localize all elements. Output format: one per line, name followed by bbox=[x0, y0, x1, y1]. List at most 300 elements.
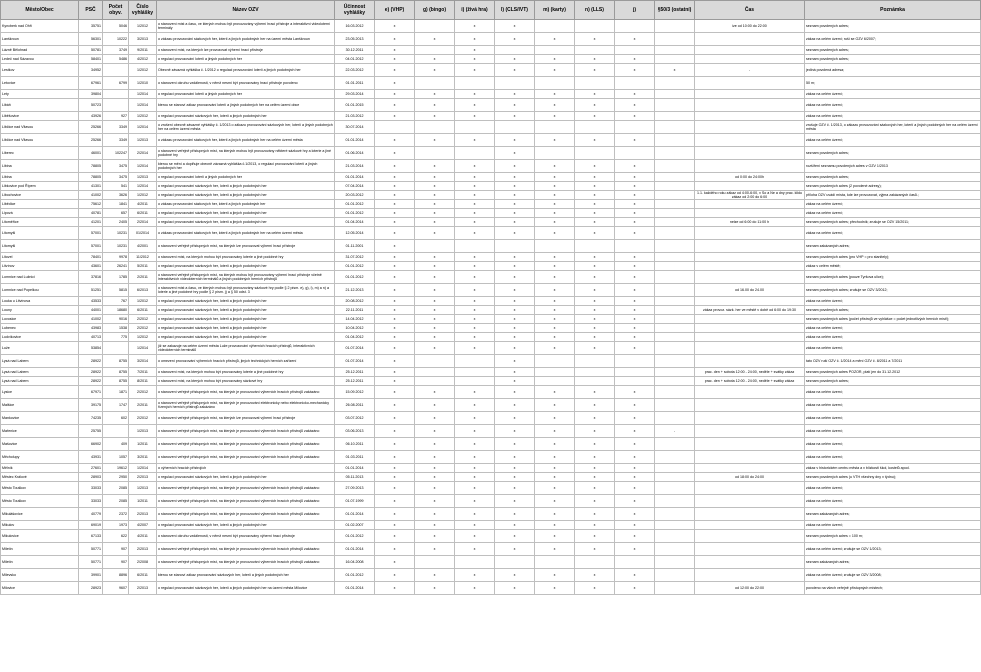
table-cell: nelze od 6:00 do 11:00 h bbox=[695, 218, 805, 227]
table-cell: seznam povolených adres; bbox=[805, 20, 981, 33]
table-cell bbox=[695, 333, 805, 342]
table-cell: x bbox=[455, 191, 495, 200]
table-cell: x bbox=[575, 262, 615, 271]
table-cell bbox=[655, 355, 695, 368]
table-row bbox=[1, 521, 981, 530]
table-cell: x bbox=[575, 160, 615, 173]
table-cell: x bbox=[415, 90, 455, 99]
table-cell bbox=[655, 530, 695, 543]
table-cell: 1871 bbox=[103, 386, 129, 399]
column-header: m) (karty) bbox=[535, 1, 575, 20]
table-cell: x bbox=[375, 147, 415, 160]
table-cell: x bbox=[415, 227, 455, 240]
table-cell: x bbox=[495, 90, 535, 99]
table-cell: x bbox=[495, 425, 535, 438]
table-cell: x bbox=[455, 182, 495, 191]
table-cell: x bbox=[615, 569, 655, 582]
table-cell: x bbox=[495, 99, 535, 112]
table-cell bbox=[695, 425, 805, 438]
table-cell: 25266 bbox=[79, 134, 103, 147]
table-cell: x bbox=[415, 55, 455, 64]
table-cell bbox=[655, 191, 695, 200]
table-cell: x bbox=[575, 191, 615, 200]
table-cell: 622 bbox=[103, 530, 129, 543]
table-cell: x bbox=[375, 543, 415, 556]
table-cell: 39804 bbox=[79, 90, 103, 99]
table-cell: x bbox=[535, 464, 575, 473]
column-header: e) (VHP) bbox=[375, 1, 415, 20]
table-cell: x bbox=[615, 64, 655, 77]
table-cell: 541 bbox=[103, 182, 129, 191]
table-cell: 1/2014 bbox=[129, 464, 157, 473]
table-cell: x bbox=[495, 218, 535, 227]
table-cell: o regulaci provozování sázkových her, loterií a jiných podobných her bbox=[157, 333, 335, 342]
table-cell: 2/2014 bbox=[129, 147, 157, 160]
table-cell: Louka u Litvínova bbox=[1, 297, 79, 306]
table-cell: 1057 bbox=[103, 451, 129, 464]
table-cell: 2/2014 bbox=[129, 218, 157, 227]
table-cell: x bbox=[375, 134, 415, 147]
table-cell: x bbox=[615, 495, 655, 508]
table-cell bbox=[535, 147, 575, 160]
table-cell: x bbox=[535, 473, 575, 482]
table-cell: 1/2014 bbox=[129, 182, 157, 191]
table-cell bbox=[655, 386, 695, 399]
table-cell: 1973 bbox=[103, 521, 129, 530]
table-cell: x bbox=[375, 425, 415, 438]
table-row bbox=[1, 333, 981, 342]
table-cell: 50771 bbox=[79, 556, 103, 569]
table-cell bbox=[495, 46, 535, 55]
table-cell: x bbox=[535, 90, 575, 99]
table-cell: Městec Králové bbox=[1, 473, 79, 482]
column-header: i) (živá hra) bbox=[455, 1, 495, 20]
table-cell bbox=[575, 121, 615, 134]
table-cell bbox=[655, 495, 695, 508]
table-cell: 43601 bbox=[79, 262, 103, 271]
table-cell bbox=[695, 90, 805, 99]
table-cell: x bbox=[495, 582, 535, 595]
table-row bbox=[1, 297, 981, 306]
table-cell: 01.01.2012 bbox=[335, 530, 375, 543]
table-cell: 01.07.2014 bbox=[335, 355, 375, 368]
table-cell: Lovosice bbox=[1, 315, 79, 324]
table-cell: x bbox=[535, 399, 575, 412]
table-cell bbox=[695, 240, 805, 253]
table-cell bbox=[655, 160, 695, 173]
table-cell: o zákazu provozování sázkových her, loterií a jiných podobných her na celém území města bbox=[157, 134, 335, 147]
table-cell bbox=[695, 342, 805, 355]
table-cell: x bbox=[575, 182, 615, 191]
table-cell: Ludvíkovice bbox=[1, 333, 79, 342]
table-cell: x bbox=[535, 543, 575, 556]
table-cell: od 16.00 do 24.00 bbox=[695, 284, 805, 297]
table-cell: x bbox=[575, 438, 615, 451]
table-cell: 58401 bbox=[79, 55, 103, 64]
table-cell: x bbox=[495, 209, 535, 218]
table-cell: x bbox=[495, 284, 535, 297]
table-cell: x bbox=[575, 200, 615, 209]
table-row bbox=[1, 543, 981, 556]
table-cell: Liberec bbox=[1, 147, 79, 160]
table-cell bbox=[655, 508, 695, 521]
table-cell: x bbox=[615, 438, 655, 451]
table-cell: 6799 bbox=[103, 77, 129, 90]
table-cell: 33033 bbox=[79, 482, 103, 495]
table-cell: x bbox=[415, 64, 455, 77]
table-row bbox=[1, 262, 981, 271]
table-cell: 19612 bbox=[103, 464, 129, 473]
table-cell bbox=[695, 134, 805, 147]
table-cell: seznam povolených adres; bbox=[805, 55, 981, 64]
table-cell: Miletín bbox=[1, 556, 79, 569]
table-cell: o regulaci provozování sázkových her, loterií a jiných podobných her na území města Milovice bbox=[157, 582, 335, 595]
table-cell: zákaz na celém území; bbox=[805, 399, 981, 412]
table-cell: zákaz v celém městě; bbox=[805, 262, 981, 271]
table-cell bbox=[655, 20, 695, 33]
table-cell: x bbox=[415, 284, 455, 297]
table-cell bbox=[655, 112, 695, 121]
table-cell: x bbox=[415, 262, 455, 271]
table-cell: o omezení provozování výherních hracích přístrojů, jiných technických herních zařízení bbox=[157, 355, 335, 368]
table-cell: seznam zakázaných adres; bbox=[805, 508, 981, 521]
table-cell: x bbox=[535, 99, 575, 112]
table-cell: x bbox=[375, 240, 415, 253]
table-cell: 40781 bbox=[79, 209, 103, 218]
table-row bbox=[1, 46, 981, 55]
table-cell: x bbox=[375, 55, 415, 64]
table-cell: Libědice bbox=[1, 200, 79, 209]
table-cell bbox=[575, 240, 615, 253]
table-cell: 3/2013 bbox=[129, 33, 157, 46]
table-cell: x bbox=[375, 386, 415, 399]
table-row bbox=[1, 451, 981, 464]
table-cell: zákaz na celém území; bbox=[805, 438, 981, 451]
table-cell: x bbox=[495, 33, 535, 46]
table-cell: 8755 bbox=[103, 377, 129, 386]
table-cell bbox=[695, 147, 805, 160]
table-cell bbox=[415, 240, 455, 253]
table-cell: x bbox=[535, 530, 575, 543]
table-cell: 3349 bbox=[103, 134, 129, 147]
table-cell: zákaz na celém území; bbox=[805, 99, 981, 112]
table-row bbox=[1, 530, 981, 543]
table-cell: seznam povolených adres; bbox=[805, 306, 981, 315]
table-cell: Libochovice bbox=[1, 191, 79, 200]
table-cell bbox=[695, 121, 805, 134]
table-cell: x bbox=[615, 227, 655, 240]
table-cell: 01.01.2014 bbox=[335, 173, 375, 182]
table-cell: x bbox=[495, 451, 535, 464]
table-cell: 6/2011 bbox=[129, 306, 157, 315]
table-cell: o stanovení okruhu vzdálenosti, v němž nesmí být provozovány výherní hrací přístroje bbox=[157, 530, 335, 543]
table-cell bbox=[655, 218, 695, 227]
table-cell: x bbox=[415, 209, 455, 218]
table-cell: x bbox=[455, 99, 495, 112]
table-cell: 8/2011 bbox=[129, 377, 157, 386]
table-cell: Litoměřice bbox=[1, 218, 79, 227]
table-cell: Libkovice pod Řípem bbox=[1, 182, 79, 191]
table-cell: x bbox=[415, 253, 455, 262]
table-cell bbox=[695, 521, 805, 530]
table-cell: o regulaci provozování sázkových her, loterií a jiných podobných her bbox=[157, 324, 335, 333]
table-cell: Měcholupy bbox=[1, 451, 79, 464]
table-cell: x bbox=[375, 64, 415, 77]
table-cell: x bbox=[495, 191, 535, 200]
table-cell: x bbox=[455, 200, 495, 209]
column-header: §50/3 (ostatní) bbox=[655, 1, 695, 20]
table-cell bbox=[695, 209, 805, 218]
table-cell: x bbox=[495, 377, 535, 386]
table-cell: x bbox=[375, 482, 415, 495]
table-cell: 1/2014 bbox=[129, 121, 157, 134]
table-cell: x bbox=[455, 297, 495, 306]
table-cell: x bbox=[375, 33, 415, 46]
table-cell: o zrušení obecně závazné vyhlášky č. 1/2013 o zákazu provozování sázkových her, loterií a jiných podobných her na celém území města bbox=[157, 121, 335, 134]
table-cell: x bbox=[615, 386, 655, 399]
table-row bbox=[1, 64, 981, 77]
table-cell: 4/2011 bbox=[129, 200, 157, 209]
table-cell: 10231 bbox=[103, 227, 129, 240]
table-cell: 25755 bbox=[79, 425, 103, 438]
table-cell: o regulaci provozování loterií a jiných podobných her bbox=[157, 55, 335, 64]
table-cell: ize od 10:00 do 22:00 bbox=[695, 20, 805, 33]
table-cell: o regulaci provozování sázkových her, loterií a jiných podobných her bbox=[157, 209, 335, 218]
table-cell bbox=[495, 77, 535, 90]
table-cell: x bbox=[375, 324, 415, 333]
table-cell bbox=[695, 33, 805, 46]
table-cell: 22.03.2012 bbox=[335, 64, 375, 77]
table-cell: o stanovení veřejně přístupných míst, na kterých je provozování výherních hracích přístrojů zakázáno bbox=[157, 386, 335, 399]
column-header: Název OZV bbox=[157, 1, 335, 20]
table-cell bbox=[655, 262, 695, 271]
table-cell: 927 bbox=[103, 112, 129, 121]
table-cell: 69019 bbox=[79, 521, 103, 530]
table-row bbox=[1, 386, 981, 399]
table-cell: x bbox=[375, 333, 415, 342]
table-cell: 4/2007 bbox=[129, 521, 157, 530]
table-cell: x bbox=[535, 482, 575, 495]
table-cell: x bbox=[415, 386, 455, 399]
table-cell: 25266 bbox=[79, 121, 103, 134]
table-row bbox=[1, 324, 981, 333]
table-cell: Libina bbox=[1, 160, 79, 173]
table-cell bbox=[655, 377, 695, 386]
table-cell: x bbox=[455, 227, 495, 240]
table-row bbox=[1, 342, 981, 355]
table-cell: x bbox=[575, 324, 615, 333]
table-cell: kterou se mění a doplňuje obecně závazná vyhláška č.1/2013, o regulaci provozování loterií a jiných podobných her bbox=[157, 160, 335, 173]
table-cell: o regulaci provozování sázkových her, loterií a jiných podobných her bbox=[157, 262, 335, 271]
table-cell: zákaz na celém území; zrušuje se OZV 1/2013; bbox=[805, 543, 981, 556]
table-cell: seznam povolených adres; bbox=[805, 377, 981, 386]
table-cell: x bbox=[535, 218, 575, 227]
table-cell: Letovice bbox=[1, 77, 79, 90]
table-cell: x bbox=[455, 399, 495, 412]
table-cell: jediná povolená adresa; bbox=[805, 64, 981, 77]
table-cell: 1/2012 bbox=[129, 20, 157, 33]
table-cell: x bbox=[575, 33, 615, 46]
table-row bbox=[1, 227, 981, 240]
table-cell: x bbox=[375, 412, 415, 425]
table-cell: 18680 bbox=[103, 306, 129, 315]
table-row bbox=[1, 412, 981, 425]
table-cell: zákaz na celém území; bbox=[805, 342, 981, 355]
table-cell: 30.07.2014 bbox=[335, 121, 375, 134]
table-cell: 21.03.2014 bbox=[335, 160, 375, 173]
table-cell: Lestkov bbox=[1, 64, 79, 77]
table-cell: 67133 bbox=[79, 530, 103, 543]
table-cell: 57001 bbox=[79, 240, 103, 253]
table-cell: x bbox=[375, 495, 415, 508]
table-row bbox=[1, 77, 981, 90]
table-cell: x bbox=[615, 160, 655, 173]
table-cell bbox=[535, 46, 575, 55]
table-cell bbox=[103, 99, 129, 112]
table-cell: 10222 bbox=[103, 33, 129, 46]
table-cell: x bbox=[375, 315, 415, 324]
table-cell: x bbox=[455, 530, 495, 543]
table-cell: 40713 bbox=[79, 333, 103, 342]
table-cell: 43983 bbox=[79, 324, 103, 333]
table-cell: x bbox=[455, 46, 495, 55]
table-row bbox=[1, 464, 981, 473]
table-cell: x bbox=[535, 182, 575, 191]
table-cell: 8755 bbox=[103, 368, 129, 377]
table-cell: x bbox=[495, 495, 535, 508]
table-cell: Lomnice nad Popelkou bbox=[1, 284, 79, 297]
table-cell: Miletín bbox=[1, 543, 79, 556]
table-cell: x bbox=[455, 20, 495, 33]
table-row bbox=[1, 473, 981, 482]
table-cell: 2/2011 bbox=[129, 271, 157, 284]
table-cell: o stanovení míst, na kterých lze provozovat výherní hrací přístroje bbox=[157, 46, 335, 55]
table-cell: x bbox=[615, 464, 655, 473]
table-cell: Louny bbox=[1, 306, 79, 315]
table-cell: x bbox=[415, 297, 455, 306]
table-cell: x bbox=[495, 508, 535, 521]
table-cell: x bbox=[615, 412, 655, 425]
table-cell: 20.03.2012 bbox=[335, 191, 375, 200]
table-cell: zákaz na celém území; bbox=[805, 209, 981, 218]
table-cell: x bbox=[575, 315, 615, 324]
table-cell: Libina bbox=[1, 173, 79, 182]
table-cell: 1747 bbox=[103, 399, 129, 412]
table-cell: x bbox=[375, 473, 415, 482]
table-cell: x bbox=[535, 342, 575, 355]
table-cell bbox=[655, 46, 695, 55]
table-cell: 01.03.2011 bbox=[335, 451, 375, 464]
table-cell: 2/2012 bbox=[129, 386, 157, 399]
table-cell bbox=[655, 473, 695, 482]
table-cell bbox=[575, 46, 615, 55]
table-cell: x bbox=[455, 521, 495, 530]
table-cell bbox=[695, 451, 805, 464]
table-cell: x bbox=[415, 200, 455, 209]
table-cell: o stanovení veřejně přístupných míst, na kterých je provozování výherních hracích přístrojů zakázáno bbox=[157, 495, 335, 508]
table-cell: x bbox=[575, 99, 615, 112]
table-cell: Litvínov bbox=[1, 262, 79, 271]
table-cell: x bbox=[455, 543, 495, 556]
table-cell: x bbox=[415, 218, 455, 227]
table-cell: x bbox=[575, 582, 615, 595]
table-cell: 5486 bbox=[103, 55, 129, 64]
table-cell: 1/2014 bbox=[129, 342, 157, 355]
table-row bbox=[1, 438, 981, 451]
table-cell: x bbox=[575, 112, 615, 121]
table-cell: 11/2012 bbox=[129, 253, 157, 262]
table-cell bbox=[695, 55, 805, 64]
table-cell: 25.12.2011 bbox=[335, 368, 375, 377]
table-cell: 3626 bbox=[103, 191, 129, 200]
table-cell: 1.1. každého roku zákaz od 4:00-6:00, v So a Ne a dny prac. klidu zákaz od 2:00 do 6:00 bbox=[695, 191, 805, 200]
table-cell bbox=[655, 297, 695, 306]
table-cell: x bbox=[575, 271, 615, 284]
table-cell: x bbox=[535, 582, 575, 595]
table-cell: Lubenec bbox=[1, 324, 79, 333]
table-cell bbox=[375, 121, 415, 134]
table-cell: x bbox=[415, 173, 455, 182]
table-cell bbox=[615, 147, 655, 160]
table-cell bbox=[655, 482, 695, 495]
table-cell: x bbox=[535, 495, 575, 508]
table-cell: x bbox=[615, 582, 655, 595]
table-cell: x bbox=[575, 425, 615, 438]
table-cell: x bbox=[455, 306, 495, 315]
table-cell: od 18:00 do 24:00 bbox=[695, 473, 805, 482]
table-cell: seznam zakázaných adres; bbox=[805, 240, 981, 253]
column-header: l) (CLS/IVT) bbox=[495, 1, 535, 20]
table-cell bbox=[695, 482, 805, 495]
table-row bbox=[1, 315, 981, 324]
table-row bbox=[1, 160, 981, 173]
table-cell: 21.03.2012 bbox=[335, 112, 375, 121]
table-cell: x bbox=[535, 297, 575, 306]
table-cell: Malšice bbox=[1, 399, 79, 412]
table-cell: x bbox=[455, 173, 495, 182]
table-cell: x bbox=[535, 333, 575, 342]
table-cell: x bbox=[455, 253, 495, 262]
table-cell: 01.01.2012 bbox=[335, 262, 375, 271]
table-cell: 3349 bbox=[103, 121, 129, 134]
table-cell: x bbox=[415, 425, 455, 438]
table-cell: x bbox=[495, 399, 535, 412]
table-cell: x bbox=[495, 134, 535, 147]
table-cell: 907 bbox=[103, 556, 129, 569]
table-cell: seznam povolených adres; bbox=[805, 173, 981, 182]
table-cell: x bbox=[495, 521, 535, 530]
table-cell: x bbox=[535, 315, 575, 324]
table-cell: 1/2014 bbox=[129, 99, 157, 112]
table-cell: x bbox=[455, 482, 495, 495]
table-cell: o stanovení veřejně přístupných míst, na kterých mohou být provozovány některé sázkové hry a loterie a jiné podobné hry bbox=[157, 147, 335, 160]
table-cell: Lysá nad Labem bbox=[1, 377, 79, 386]
table-cell: 01.01.2014 bbox=[335, 582, 375, 595]
table-cell: 41002 bbox=[79, 315, 103, 324]
table-cell: x bbox=[455, 112, 495, 121]
table-row bbox=[1, 355, 981, 368]
table-cell: x bbox=[575, 173, 615, 182]
table-cell: x bbox=[375, 569, 415, 582]
table-cell: x bbox=[455, 324, 495, 333]
table-cell: 2/2013 bbox=[129, 508, 157, 521]
table-cell: x bbox=[575, 386, 615, 399]
table-cell: x bbox=[375, 368, 415, 377]
table-cell: 39175 bbox=[79, 399, 103, 412]
table-row bbox=[1, 134, 981, 147]
table-cell: 4/2012 bbox=[129, 55, 157, 64]
table-cell: o regulaci provozování loterií a jiných podobných her bbox=[157, 173, 335, 182]
